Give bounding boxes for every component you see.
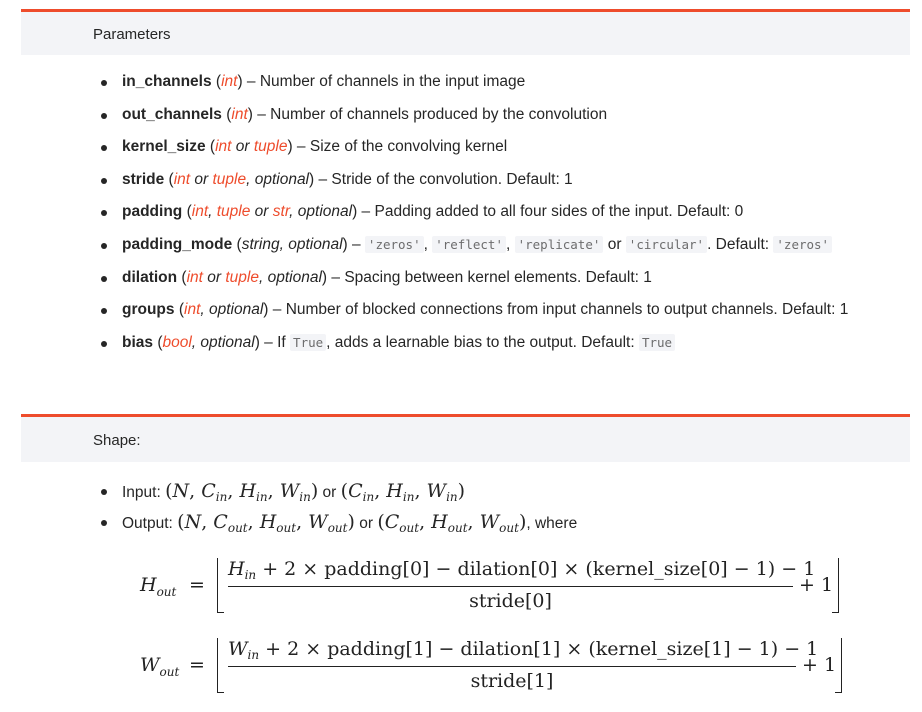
param-type: int or tuple — [215, 138, 288, 156]
param-name: dilation — [122, 268, 178, 286]
h-numerator: $H_{in} + 2$ × padding[0] − dilation[0] × (kernel_size[0] − 1) − 1 — [228, 558, 816, 582]
input-shape-4d: (N, $C_{in}$, $H_{in}$, $W_{in}$) — [165, 480, 319, 504]
param-item-in-channels: in_channels (int) – Number of channels in the input image — [101, 66, 916, 99]
param-item-dilation: dilation (int or tuple, optional) – Spacing between kernel elements. Default: 1 — [101, 262, 916, 295]
param-type: int — [231, 105, 248, 123]
param-description: Spacing between kernel elements. Default: 1 — [344, 268, 652, 286]
param-item-groups: groups (int, optional) – Number of blocked connections from input channels to output channels. Default: 1 — [101, 294, 916, 327]
parameters-section-header — [21, 9, 910, 55]
param-description: Stride of the convolution. Default: 1 — [331, 170, 573, 188]
param-item-bias: bias (bool, optional) – If True , adds a learnable bias to the output. Default: True — [101, 327, 916, 360]
output-shape-3d: ($C_{out}$, $H_{out}$, $W_{out}$) — [377, 511, 527, 535]
h-fraction-bar — [228, 586, 793, 587]
param-type: bool, optional — [162, 333, 255, 351]
param-name: out_channels — [122, 105, 222, 123]
param-type: int — [221, 73, 238, 90]
h-floor-right — [832, 558, 839, 613]
param-description: Number of channels produced by the convolution — [270, 105, 608, 123]
param-description: Number of channels in the input image — [259, 73, 526, 90]
h-denominator: stride[0] — [469, 590, 552, 612]
w-equals: = — [189, 654, 205, 676]
param-item-stride: stride (int or tuple, optional) – Stride of the convolution. Default: 1 — [101, 164, 916, 197]
param-type: int or tuple, optional — [186, 268, 322, 286]
h-equals: = — [189, 574, 205, 596]
param-item-padding: padding (int, tuple or str, optional) – Padding added to all four sides of the input. Default: 0 — [101, 196, 916, 229]
h-out-lhs: $H_{out}$ — [140, 574, 177, 599]
param-description: Size of the convolving kernel — [309, 138, 508, 156]
input-label: Input: — [122, 484, 161, 501]
shape-section-header — [21, 414, 910, 462]
param-name: groups — [122, 301, 175, 319]
param-description: 'zeros' , 'reflect' , 'replicate' or 'circular' . Default: 'zeros' — [365, 236, 832, 253]
shape-list — [101, 476, 577, 538]
output-suffix: , where — [526, 515, 578, 532]
parameters-list — [101, 66, 916, 359]
param-type: int, optional — [184, 301, 264, 319]
param-type: int or tuple, optional — [173, 170, 310, 188]
shape-input-item — [101, 476, 577, 507]
output-connector: or — [359, 515, 374, 532]
param-name: kernel_size — [122, 138, 206, 156]
param-item-out-channels: out_channels (int) – Number of channels produced by the convolution — [101, 99, 916, 132]
h-plus-one: + 1 — [799, 574, 834, 596]
param-name: bias — [122, 333, 154, 351]
param-description: Number of blocked connections from input channels to output channels. Default: 1 — [285, 301, 849, 319]
output-label: Output: — [122, 515, 173, 532]
param-type: int, tuple or str, optional — [191, 203, 353, 221]
w-out-lhs: $W_{out}$ — [140, 654, 180, 679]
input-shape-3d: ($C_{in}$, $H_{in}$, $W_{in}$) — [340, 480, 466, 504]
w-denominator: stride[1] — [470, 670, 554, 692]
w-fraction — [228, 638, 819, 692]
output-shape-4d: (N, $C_{out}$, $H_{out}$, $W_{out}$) — [177, 511, 355, 535]
w-floor-left — [217, 638, 224, 693]
param-item-kernel-size: kernel_size (int or tuple) – Size of the convolving kernel — [101, 131, 916, 164]
param-item-padding-mode: padding_mode (string, optional) – 'zeros' , 'reflect' , 'replicate' or 'circular' . Default: 'zeros' — [101, 229, 916, 262]
param-type: string, optional — [241, 235, 343, 253]
param-name: in_channels — [122, 73, 212, 90]
w-plus-one: + 1 — [802, 654, 837, 676]
shape-output-item — [101, 507, 577, 538]
param-description: Padding added to all four sides of the input. Default: 0 — [374, 203, 744, 221]
w-numerator: $W_{in} + 2$ × padding[1] − dilation[1] × (kernel_size[1] − 1) − 1 — [228, 638, 819, 662]
input-connector: or — [322, 484, 337, 501]
param-name: stride — [122, 170, 165, 188]
parameters-heading: Parameters — [93, 26, 171, 43]
h-floor-left — [217, 558, 224, 613]
shape-heading: Shape: — [93, 432, 141, 449]
w-floor-right — [835, 638, 842, 693]
param-name: padding_mode — [122, 235, 233, 253]
param-name: padding — [122, 203, 183, 221]
param-description: If True , adds a learnable bias to the output. Default: True — [277, 334, 675, 351]
h-fraction — [228, 558, 816, 612]
w-fraction-bar — [228, 666, 796, 667]
